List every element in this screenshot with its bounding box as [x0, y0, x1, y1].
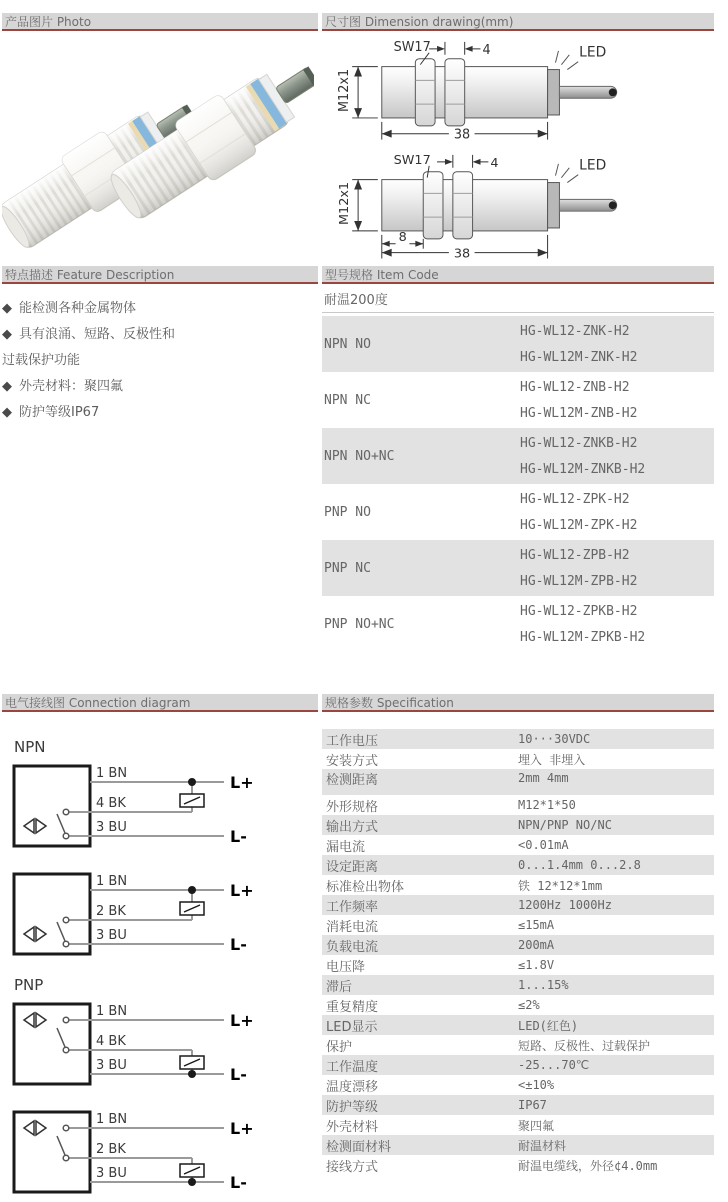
spec-value: 耐温电缆线，外径¢4.0mm: [518, 1158, 658, 1173]
l-minus-label: L-: [230, 1065, 247, 1084]
item-code-row: [322, 428, 714, 484]
item-codes: [520, 373, 714, 428]
spec-label: 电压降: [326, 959, 366, 975]
cable-end: [609, 88, 617, 96]
diamond-bullet-icon: ◆: [2, 379, 12, 394]
item-codes: [520, 429, 714, 484]
spec-value: 1200Hz 1000Hz: [518, 898, 612, 912]
wiring-diagram: [2, 1106, 318, 1202]
output-type: PNP NC: [324, 560, 371, 576]
hex-nut-2: [445, 59, 465, 126]
spec-row: [322, 1015, 714, 1035]
spec-label: 工作温度: [326, 1059, 379, 1075]
load-symbol: [180, 1164, 204, 1177]
total-length-dim: 38: [453, 127, 471, 143]
item-code-rows: [322, 316, 714, 652]
item-code: HG-WL12-ZPB-H2: [520, 547, 630, 563]
band-1-content: [2, 31, 714, 266]
dimension-drawing-flush: [322, 37, 712, 148]
spec-label: 检测面材料: [326, 1139, 392, 1155]
spec-label: 安装方式: [326, 753, 379, 769]
spec-row: [322, 1115, 714, 1135]
item-code: HG-WL12M-ZNK-H2: [520, 349, 638, 365]
feature-text: 能检测各种金属物体: [19, 301, 137, 316]
output-type: PNP NO: [324, 504, 371, 520]
item-code: HG-WL12M-ZNB-H2: [520, 405, 638, 421]
tip-length-dim: 8: [398, 229, 407, 245]
wire-label-2: 4 BK: [96, 796, 126, 811]
spec-value: -25...70℃: [518, 1058, 590, 1072]
pnp-label: PNP: [14, 976, 44, 994]
load-symbol: [180, 794, 204, 807]
spec-value: ≤1.8V: [518, 958, 555, 972]
nut-width-dim: 4: [490, 155, 499, 171]
section-header-feature: 特点描述 Feature Description: [2, 266, 318, 284]
wire-label-3: 3 BU: [96, 1058, 127, 1073]
spec-label: 设定距离: [326, 859, 379, 875]
spec-row: [322, 1095, 714, 1115]
l-plus-label: L+: [230, 1119, 254, 1138]
spec-row: [322, 895, 714, 915]
sensor-box: [14, 1004, 90, 1084]
spec-row: [322, 1055, 714, 1075]
spec-label: 接线方式: [326, 1159, 379, 1175]
feature-text: 外壳材料：聚四氟: [19, 379, 124, 394]
spec-value: <0.01mA: [518, 838, 569, 852]
spec-value: ≤2%: [518, 998, 540, 1012]
item-codes: [520, 541, 714, 596]
item-code: HG-WL12-ZNKB-H2: [520, 435, 638, 451]
feature-item: [2, 374, 318, 400]
spec-label: 漏电流: [326, 839, 366, 855]
wire-label-1: 1 BN: [96, 1004, 128, 1019]
spec-value: 1...15%: [518, 978, 569, 992]
spec-label: 消耗电流: [326, 919, 379, 935]
spec-row: [322, 995, 714, 1015]
l-plus-label: L+: [230, 881, 254, 900]
spec-value: 0...1.4mm 0...2.8: [518, 858, 641, 872]
item-code-note: 耐温200度: [322, 289, 714, 313]
header-band-1: [2, 13, 714, 31]
junction-dot: [188, 886, 196, 894]
diamond-bullet-icon: ◆: [2, 327, 12, 342]
item-codes: [520, 597, 714, 652]
spec-value: <±10%: [518, 1078, 555, 1092]
total-length-dim: 38: [453, 246, 471, 262]
spec-label: 检测距离: [326, 773, 379, 788]
dimension-drawing-nonflush: [322, 150, 712, 266]
sensor-box: [14, 1112, 90, 1192]
spec-value: 200mA: [518, 938, 555, 952]
spec-row: [322, 769, 714, 795]
cable-end: [609, 201, 617, 209]
wire-label-1: 1 BN: [96, 766, 128, 781]
item-code: HG-WL12M-ZPKB-H2: [520, 629, 646, 645]
output-type: NPN NO: [324, 336, 371, 352]
spec-label: 工作频率: [326, 899, 379, 915]
sensor-box: [14, 874, 90, 954]
band-2-content: [2, 284, 714, 694]
section-header-specification: 规格参数 Specification: [322, 694, 714, 712]
wire-label-3: 3 BU: [96, 820, 127, 835]
wire-label-2: 2 BK: [96, 1142, 126, 1157]
spec-row: [322, 1075, 714, 1095]
item-code: HG-WL12-ZPKB-H2: [520, 603, 638, 619]
spec-value: LED(红色): [518, 1018, 579, 1033]
l-minus-label: L-: [230, 935, 247, 954]
spec-row: [322, 1135, 714, 1155]
sensor-box: [14, 766, 90, 846]
led-label: LED: [579, 157, 607, 174]
band-3-content: [2, 712, 714, 1192]
item-code: HG-WL12M-ZPB-H2: [520, 573, 638, 589]
junction-dot: [188, 778, 196, 786]
item-code: HG-WL12-ZPK-H2: [520, 491, 630, 507]
product-photo-image: [2, 31, 314, 251]
spec-label: 保护: [326, 1039, 353, 1055]
item-code-row: [322, 316, 714, 372]
feature-item: [2, 322, 318, 348]
spec-value: IP67: [518, 1098, 547, 1112]
spec-label: 外壳材料: [326, 1119, 379, 1135]
spec-row: [322, 975, 714, 995]
product-photo-area: [2, 31, 318, 266]
led-label: LED: [579, 44, 607, 61]
spec-value: 埋入 非埋入: [518, 752, 586, 767]
section-header-photo: 产品图片 Photo: [2, 13, 318, 31]
spec-row: [322, 749, 714, 769]
feature-list: [2, 296, 318, 426]
feature-text: 过载保护功能: [2, 353, 81, 368]
sw17-label: SW17: [393, 152, 431, 168]
l-minus-label: L-: [230, 1173, 247, 1192]
header-band-2: [2, 266, 714, 284]
spec-row: [322, 875, 714, 895]
spec-label: 滞后: [326, 979, 353, 995]
spec-label: 输出方式: [326, 819, 379, 835]
item-code-row: [322, 372, 714, 428]
junction-dot: [188, 1178, 196, 1186]
wire-label-3: 3 BU: [96, 1166, 127, 1181]
wiring-diagram: [2, 760, 318, 856]
spec-label: 重复精度: [326, 999, 379, 1015]
spec-row: [322, 955, 714, 975]
wire-label-2: 4 BK: [96, 1034, 126, 1049]
item-code: HG-WL12M-ZPK-H2: [520, 517, 638, 533]
spec-label: 工作电压: [326, 733, 379, 749]
spec-value: 铁 12*12*1mm: [518, 878, 603, 893]
thread-dim: M12x1: [337, 181, 353, 225]
feature-text: 具有浪涌、短路、反极性和: [19, 327, 176, 342]
item-codes: [520, 317, 714, 372]
feature-item: [2, 296, 318, 322]
thread-dim: M12x1: [337, 68, 353, 113]
feature-item: [2, 400, 318, 426]
hex-nut-1: [415, 59, 435, 126]
wire-label-3: 3 BU: [96, 928, 127, 943]
hex-nut-1: [423, 171, 443, 238]
item-code: HG-WL12M-ZNKB-H2: [520, 461, 646, 477]
diamond-bullet-icon: ◆: [2, 405, 12, 420]
wire-label-1: 1 BN: [96, 1112, 128, 1127]
dimension-drawing-area: [322, 31, 714, 266]
l-plus-label: L+: [230, 1011, 254, 1030]
wiring-diagram: [2, 998, 318, 1094]
wire-label-1: 1 BN: [96, 874, 128, 889]
diamond-bullet-icon: ◆: [2, 301, 12, 316]
spec-row: [322, 815, 714, 835]
header-band-3: [2, 694, 714, 712]
item-code: HG-WL12-ZNB-H2: [520, 379, 630, 395]
feature-item: [2, 348, 318, 374]
spec-row: [322, 1035, 714, 1055]
output-type: NPN NC: [324, 392, 371, 408]
spec-value: NPN/PNP NO/NC: [518, 818, 612, 832]
section-header-item-code: 型号规格 Item Code: [322, 266, 714, 284]
hex-nut-2: [453, 171, 473, 238]
section-header-connection: 电气接线图 Connection diagram: [2, 694, 318, 712]
spec-value: ≤15mA: [518, 918, 555, 932]
sw17-label: SW17: [393, 39, 431, 55]
item-code-table: [322, 289, 714, 652]
led-rays: [555, 163, 578, 182]
spec-row: [322, 1155, 714, 1175]
spec-label: 防护等级: [326, 1099, 379, 1115]
spec-value: M12*1*50: [518, 798, 576, 812]
spec-row: [322, 729, 714, 749]
item-code: HG-WL12-ZNK-H2: [520, 323, 630, 339]
junction-dot: [188, 1070, 196, 1078]
spec-value: 聚四氟: [518, 1118, 555, 1133]
feature-text: 防护等级IP67: [19, 405, 100, 420]
spec-row: [322, 835, 714, 855]
spec-label: 温度漂移: [326, 1079, 379, 1095]
l-minus-label: L-: [230, 827, 247, 846]
output-type: PNP NO+NC: [324, 616, 395, 632]
load-symbol: [180, 1056, 204, 1069]
spec-row: [322, 915, 714, 935]
item-code-row: [322, 596, 714, 652]
spec-label: LED显示: [326, 1019, 378, 1035]
wiring-diagram: [2, 868, 318, 964]
item-codes: [520, 485, 714, 540]
spec-value: 短路、反极性、过载保护: [518, 1038, 651, 1053]
load-symbol: [180, 902, 204, 915]
nut-width-dim: 4: [482, 42, 491, 58]
item-code-row: [322, 484, 714, 540]
specification-table: [322, 729, 714, 1175]
npn-label: NPN: [14, 738, 46, 756]
spec-row: [322, 795, 714, 815]
section-header-dimension: 尺寸图 Dimension drawing(mm): [322, 13, 714, 31]
spec-label: 负载电流: [326, 939, 379, 955]
spec-value: 耐温材料: [518, 1138, 567, 1153]
spec-label: 标准检出物体: [326, 879, 405, 895]
spec-value: 10···30VDC: [518, 732, 591, 746]
spec-row: [322, 935, 714, 955]
led-rays: [555, 51, 578, 70]
spec-label: 外形规格: [326, 799, 379, 815]
wire-label-2: 2 BK: [96, 904, 126, 919]
item-code-row: [322, 540, 714, 596]
l-plus-label: L+: [230, 773, 254, 792]
connection-diagram-area: [2, 712, 318, 1192]
output-type: NPN NO+NC: [324, 448, 395, 464]
spec-row: [322, 855, 714, 875]
spec-value: 2mm 4mm: [518, 771, 569, 785]
